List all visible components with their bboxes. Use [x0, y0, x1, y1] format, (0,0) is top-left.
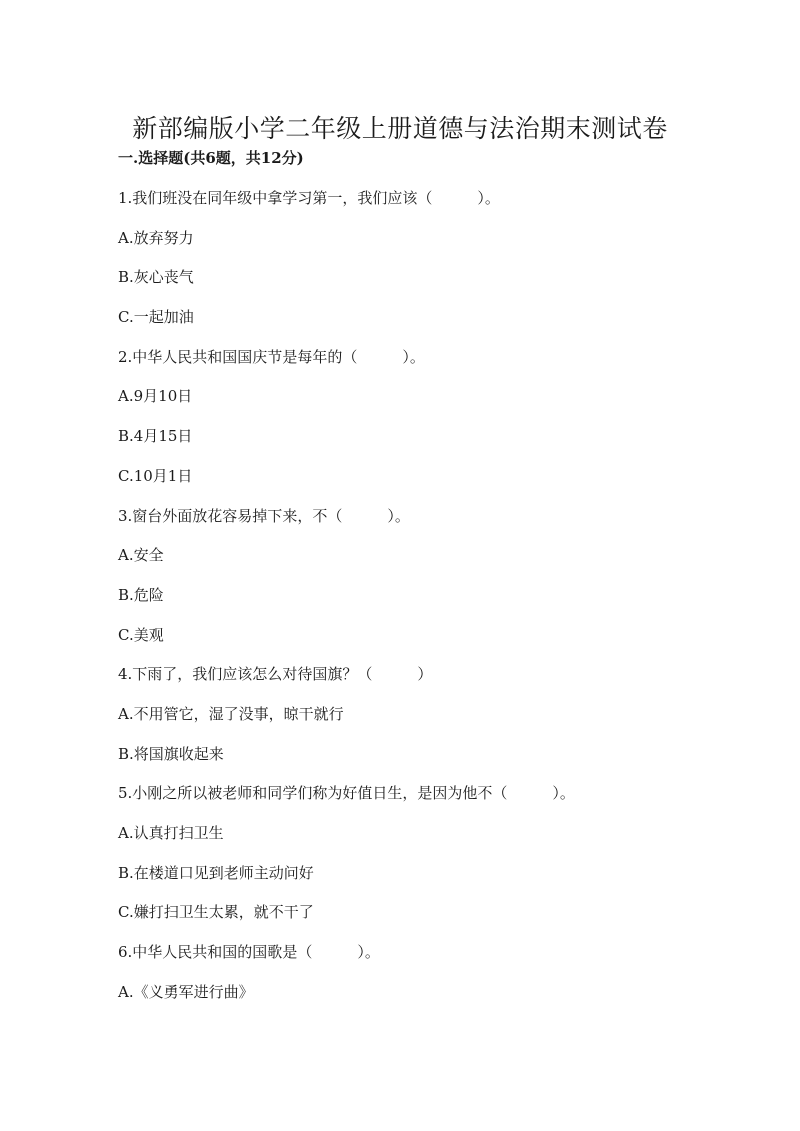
question-3-option-b: B.危险 [118, 585, 164, 604]
question-1: 1.我们班没在同年级中拿学习第一，我们应该（ ）。 [118, 189, 500, 207]
question-4-option-a: A.不用管它，湿了没事，晾干就行 [118, 704, 344, 723]
question-5: 5.小刚之所以被老师和同学们称为好值日生，是因为他不（ ）。 [118, 784, 575, 803]
question-2-option-c: C.10月1日 [118, 466, 193, 485]
question-2-option-a: A.9月10日 [118, 387, 193, 406]
question-list [118, 185, 758, 1018]
question-2: 2.中华人民共和国国庆节是每年的（ ）。 [118, 347, 425, 366]
question-5-option-c: C.嫌打扫卫生太累，就不干了 [118, 903, 314, 922]
question-4: 4.下雨了，我们应该怎么对待国旗？（ ） [118, 665, 433, 684]
question-6-option-a: A.《义勇军进行曲》 [118, 982, 254, 1001]
question-1-option-b: B.灰心丧气 [118, 268, 194, 287]
question-5-option-b: B.在楼道口见到老师主动问好 [118, 863, 314, 882]
question-3-option-c: C.美观 [118, 625, 164, 644]
exam-title: 新部编版小学二年级上册道德与法治期末测试卷 [132, 113, 668, 143]
question-2-option-b: B.4月15日 [118, 427, 193, 446]
question-4-option-b: B.将国旗收起来 [118, 744, 224, 763]
question-1-option-c: C.一起加油 [118, 308, 194, 327]
question-3-option-a: A.安全 [118, 546, 164, 565]
section-heading: 一.选择题(共6题，共12分) [118, 149, 304, 167]
question-3: 3.窗台外面放花容易掉下来，不（ ）。 [118, 506, 410, 525]
question-5-option-a: A.认真打扫卫生 [118, 824, 224, 842]
question-1-option-a: A.放弃努力 [118, 228, 194, 247]
question-6: 6.中华人民共和国的国歌是（ ）。 [118, 943, 380, 962]
